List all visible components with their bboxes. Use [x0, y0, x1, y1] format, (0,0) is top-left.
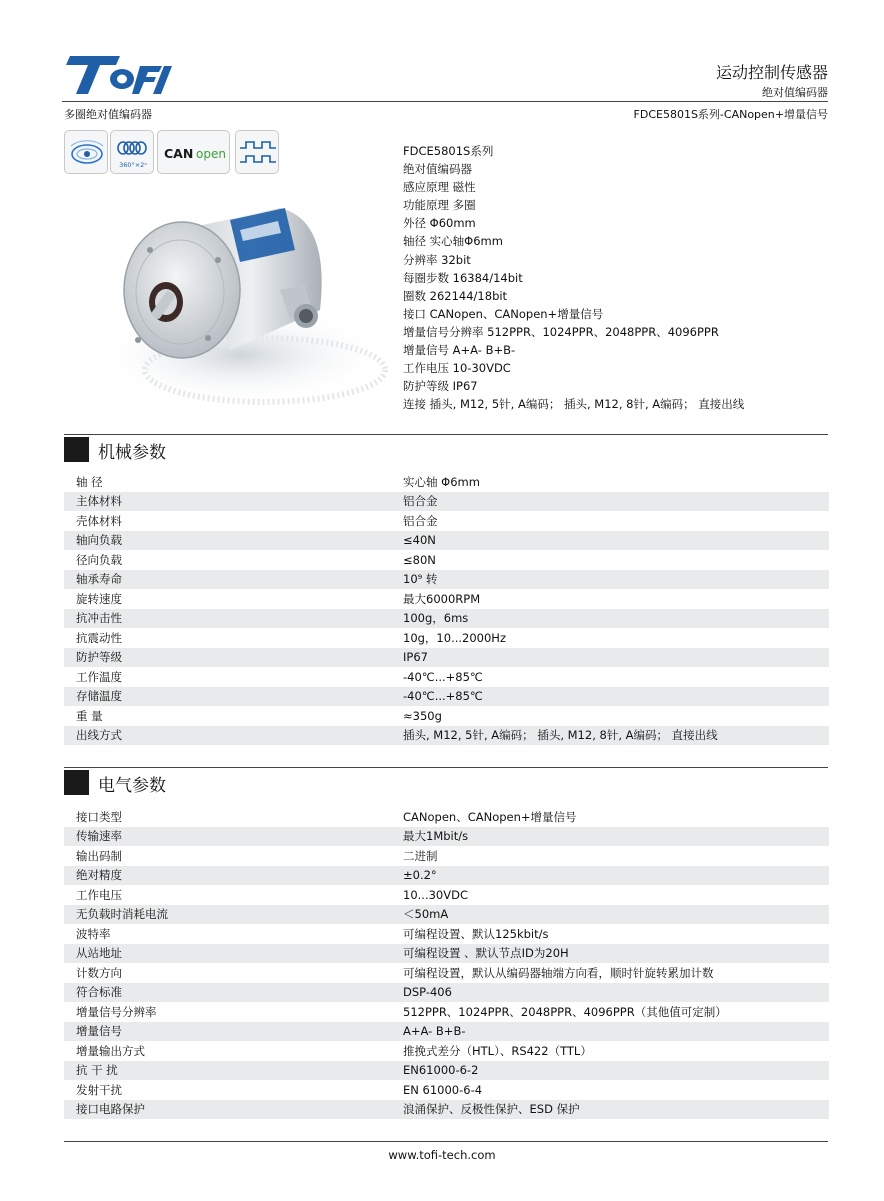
overview-specs [403, 142, 744, 413]
table-row [64, 667, 829, 687]
param-value: 插头, M12, 5针, A编码； 插头, M12, 8针, A编码； 直接出线 [403, 728, 718, 743]
param-name: 壳体材料 [76, 513, 122, 528]
canopen-label-can: CAN [164, 146, 194, 161]
param-name: 轴向负载 [76, 533, 122, 548]
encoder-product-image [80, 190, 400, 420]
param-name: 出线方式 [76, 728, 122, 743]
section-marker [64, 770, 89, 795]
mechanical-table [64, 472, 829, 745]
param-value: -40℃...+85℃ [403, 669, 483, 684]
incremental-signal-icon [235, 130, 279, 174]
table-row [64, 472, 829, 492]
electrical-table [64, 807, 829, 1119]
section-marker [64, 437, 89, 462]
param-value: ≤80N [403, 552, 436, 567]
overview-line: 外径 Φ60mm [403, 216, 476, 231]
param-value: 二进制 [403, 848, 438, 863]
tofi-logo [62, 52, 178, 98]
overview-line: FDCE5801S系列 [403, 144, 494, 158]
param-value: 10g，10...2000Hz [403, 630, 506, 645]
section-title-mechanical: 机械参数 [98, 443, 166, 463]
table-row [64, 570, 829, 590]
table-row [64, 609, 829, 629]
param-value: 实心轴 Φ6mm [403, 474, 480, 489]
param-value: 最大6000RPM [403, 591, 481, 606]
magnetic-sensing-icon [64, 130, 108, 174]
multiturn-label: 360°×2ⁿ [119, 161, 147, 169]
overview-line: 绝对值编码器 [403, 162, 472, 177]
overview-line: 功能原理 多圈 [403, 198, 476, 213]
param-name: 抗冲击性 [76, 611, 122, 626]
param-value: 10...30VDC [403, 887, 468, 902]
section-divider [64, 434, 828, 435]
overview-line: 感应原理 磁性 [403, 180, 476, 195]
header-divider [62, 101, 828, 102]
overview-line: 圈数 262144/18bit [403, 288, 508, 303]
param-name: 计数方向 [76, 965, 122, 980]
param-value: ≤40N [403, 533, 436, 548]
overview-line: 工作电压 10-30VDC [403, 361, 511, 376]
table-row [64, 511, 829, 531]
param-name: 无负载时消耗电流 [76, 907, 168, 922]
param-name: 旋转速度 [76, 591, 122, 606]
param-name: 传输速率 [76, 829, 122, 844]
canopen-label-open: open [196, 147, 226, 161]
table-row [64, 827, 829, 847]
multiturn-icon [110, 130, 154, 174]
overview-line: 连接 插头, M12, 5针, A编码； 插头, M12, 8针, A编码； 直接出线 [403, 397, 745, 412]
model-line: FDCE5801S系列-CANopen+增量信号 [633, 108, 828, 121]
param-name: 存储温度 [76, 689, 122, 704]
table-row [64, 846, 829, 866]
brand-title: 运动控制传感器 [715, 63, 828, 82]
overview-line: 每圈步数 16384/14bit [403, 270, 523, 285]
param-name: 输出码制 [76, 848, 122, 863]
overview-line: 防护等级 IP67 [403, 379, 478, 394]
table-row [64, 589, 829, 609]
brand-subtitle: 绝对值编码器 [762, 86, 828, 99]
param-name: 从站地址 [76, 946, 122, 961]
param-value: ＜50mA [403, 907, 449, 922]
param-name: 绝对精度 [76, 868, 122, 883]
param-value: 可编程设置、默认125kbit/s [403, 926, 549, 941]
overview-line: 分辨率 32bit [403, 252, 471, 267]
website-link[interactable]: www.tofi-tech.com [388, 1148, 496, 1162]
param-value: EN61000-6-2 [403, 1063, 479, 1078]
table-row [64, 1100, 829, 1120]
param-value: 512PPR、1024PPR、2048PPR、4096PPR（其他值可定制） [403, 1004, 727, 1019]
param-name: 增量信号 [76, 1024, 122, 1039]
table-row [64, 492, 829, 512]
table-row [64, 983, 829, 1003]
param-value: 最大1Mbit/s [403, 829, 469, 844]
table-row [64, 807, 829, 827]
table-row [64, 628, 829, 648]
table-row [64, 687, 829, 707]
overview-line: 接口 CANopen、CANopen+增量信号 [403, 306, 604, 321]
param-name: 径向负载 [76, 552, 122, 567]
table-row [64, 885, 829, 905]
product-category: 多圈绝对值编码器 [64, 108, 152, 121]
table-row [64, 1080, 829, 1100]
table-row [64, 924, 829, 944]
param-value: 浪涌保护、反极性保护、ESD 保护 [403, 1102, 580, 1117]
param-name: 工作电压 [76, 887, 122, 902]
param-name: 增量信号分辨率 [76, 1004, 157, 1019]
overview-line: 增量信号分辨率 512PPR、1024PPR、2048PPR、4096PPR [403, 324, 719, 339]
param-name: 抗震动性 [76, 630, 122, 645]
param-value: A+A- B+B- [403, 1024, 466, 1039]
table-row [64, 905, 829, 925]
param-name: 波特率 [76, 926, 111, 941]
param-value: 推挽式差分（HTL）、RS422（TTL） [403, 1043, 592, 1058]
param-value: IP67 [403, 650, 428, 665]
param-name: 轴承寿命 [76, 572, 122, 587]
section-divider [64, 767, 828, 768]
param-value: EN 61000-6-4 [403, 1082, 483, 1097]
param-value: CANopen、CANopen+增量信号 [403, 809, 577, 824]
param-name: 符合标准 [76, 985, 122, 1000]
section-title-electrical: 电气参数 [98, 776, 166, 796]
param-value: 铝合金 [403, 494, 438, 509]
overview-line: 增量信号 A+A- B+B- [403, 343, 516, 358]
param-name: 接口电路保护 [76, 1102, 145, 1117]
table-row [64, 531, 829, 551]
param-name: 增量输出方式 [76, 1043, 145, 1058]
table-row [64, 1002, 829, 1022]
table-row [64, 648, 829, 668]
param-value: ≈350g [403, 708, 442, 723]
table-row [64, 963, 829, 983]
param-name: 接口类型 [76, 809, 122, 824]
param-value: DSP-406 [403, 985, 452, 1000]
table-row [64, 944, 829, 964]
footer-divider [64, 1141, 828, 1142]
param-name: 工作温度 [76, 669, 122, 684]
overview-line: 轴径 实心轴Φ6mm [403, 234, 503, 249]
param-value: ±0.2° [403, 868, 437, 883]
param-name: 主体材料 [76, 494, 122, 509]
table-row [64, 706, 829, 726]
param-name: 重 量 [76, 708, 103, 723]
canopen-icon [157, 130, 230, 174]
param-value: 铝合金 [403, 513, 438, 528]
param-value: 10⁹ 转 [403, 572, 438, 587]
param-name: 抗 干 扰 [76, 1063, 118, 1078]
table-row [64, 1041, 829, 1061]
param-name: 发射干扰 [76, 1082, 122, 1097]
param-value: 可编程设置，默认从编码器轴端方向看，顺时针旋转累加计数 [403, 965, 714, 980]
table-row [64, 866, 829, 886]
param-value: -40℃...+85℃ [403, 689, 483, 704]
table-row [64, 550, 829, 570]
param-name: 轴 径 [76, 474, 103, 489]
table-row [64, 726, 829, 746]
param-value: 可编程设置 、默认节点ID为20H [403, 946, 569, 961]
table-row [64, 1022, 829, 1042]
param-name: 防护等级 [76, 650, 122, 665]
param-value: 100g，6ms [403, 611, 469, 626]
table-row [64, 1061, 829, 1081]
